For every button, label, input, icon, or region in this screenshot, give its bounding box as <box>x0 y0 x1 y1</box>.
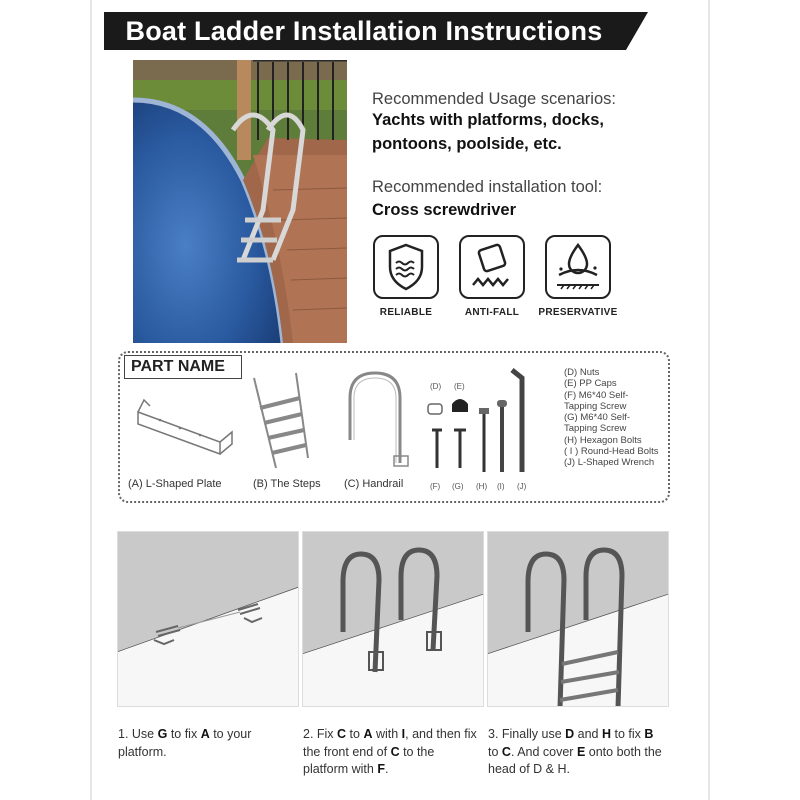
hardware-label-i: (I) <box>497 482 505 491</box>
legend-item: (E) PP Caps <box>564 378 617 390</box>
feature-anti-fall <box>452 235 532 318</box>
feature-label: ANTI-FALL <box>464 307 520 318</box>
step-2-image <box>302 531 484 707</box>
step-2-text: 2. Fix C to A with I, and then fix the front end of C to the platform with F. <box>303 727 477 776</box>
parts-legend <box>564 367 659 469</box>
page-title: Boat Ladder Installation Instructions <box>125 16 603 46</box>
legend-item: (F) M6*40 Self- <box>564 389 629 401</box>
left-margin-line <box>90 0 92 800</box>
feature-reliable <box>366 235 446 318</box>
hardware-label-d: (D) <box>430 382 442 391</box>
usage-line-1: Yachts with platforms, docks, <box>372 111 604 129</box>
hardware-label-g: (G) <box>452 482 464 491</box>
handrail-drawing <box>340 368 420 476</box>
anti-fall-icon <box>461 237 523 297</box>
step-1-image <box>117 531 299 707</box>
hardware-label-j: (J) <box>517 482 527 491</box>
tool-label: Recommended installation tool: <box>372 178 603 196</box>
hardware-label-h: (H) <box>476 482 488 491</box>
water-drop-icon <box>547 237 609 297</box>
l-shaped-plate-drawing <box>130 392 240 467</box>
title-banner <box>104 12 648 50</box>
feature-preservative <box>538 235 618 318</box>
legend-item: (D) Nuts <box>564 367 600 378</box>
usage-label: Recommended Usage scenarios: <box>372 90 616 108</box>
tool-value: Cross screwdriver <box>372 201 516 219</box>
feature-label: RELIABLE <box>379 307 433 318</box>
hardware-label-e: (E) <box>454 382 465 391</box>
legend-item: Tapping Screw <box>564 400 627 412</box>
shield-wave-icon <box>375 237 437 297</box>
legend-item: (H) Hexagon Bolts <box>564 434 642 446</box>
part-caption-b: (B) The Steps <box>253 478 321 490</box>
step-3-text: 3. Finally use D and H to fix B to C. And cover E onto both the head of D & H. <box>488 727 662 776</box>
parts-title: PART NAME <box>124 355 242 379</box>
part-caption-c: (C) Handrail <box>344 478 404 490</box>
legend-item: Tapping Screw <box>564 423 627 435</box>
usage-line-2: pontoons, poolside, etc. <box>372 135 562 153</box>
step-1-text: 1. Use G to fix A to your platform. <box>118 727 252 759</box>
legend-item: (J) L-Shaped Wrench <box>564 457 655 469</box>
hardware-label-f: (F) <box>430 482 441 491</box>
part-caption-a: (A) L-Shaped Plate <box>128 478 222 490</box>
hardware-drawing <box>424 368 544 478</box>
steps-drawing <box>246 368 316 476</box>
right-margin-line <box>708 0 710 800</box>
legend-item: (G) M6*40 Self- <box>564 412 630 424</box>
product-photo <box>133 60 347 343</box>
legend-item: ( I ) Round-Head Bolts <box>564 446 659 458</box>
step-3-image <box>487 531 669 707</box>
feature-label: PRESERVATIVE <box>538 307 618 318</box>
